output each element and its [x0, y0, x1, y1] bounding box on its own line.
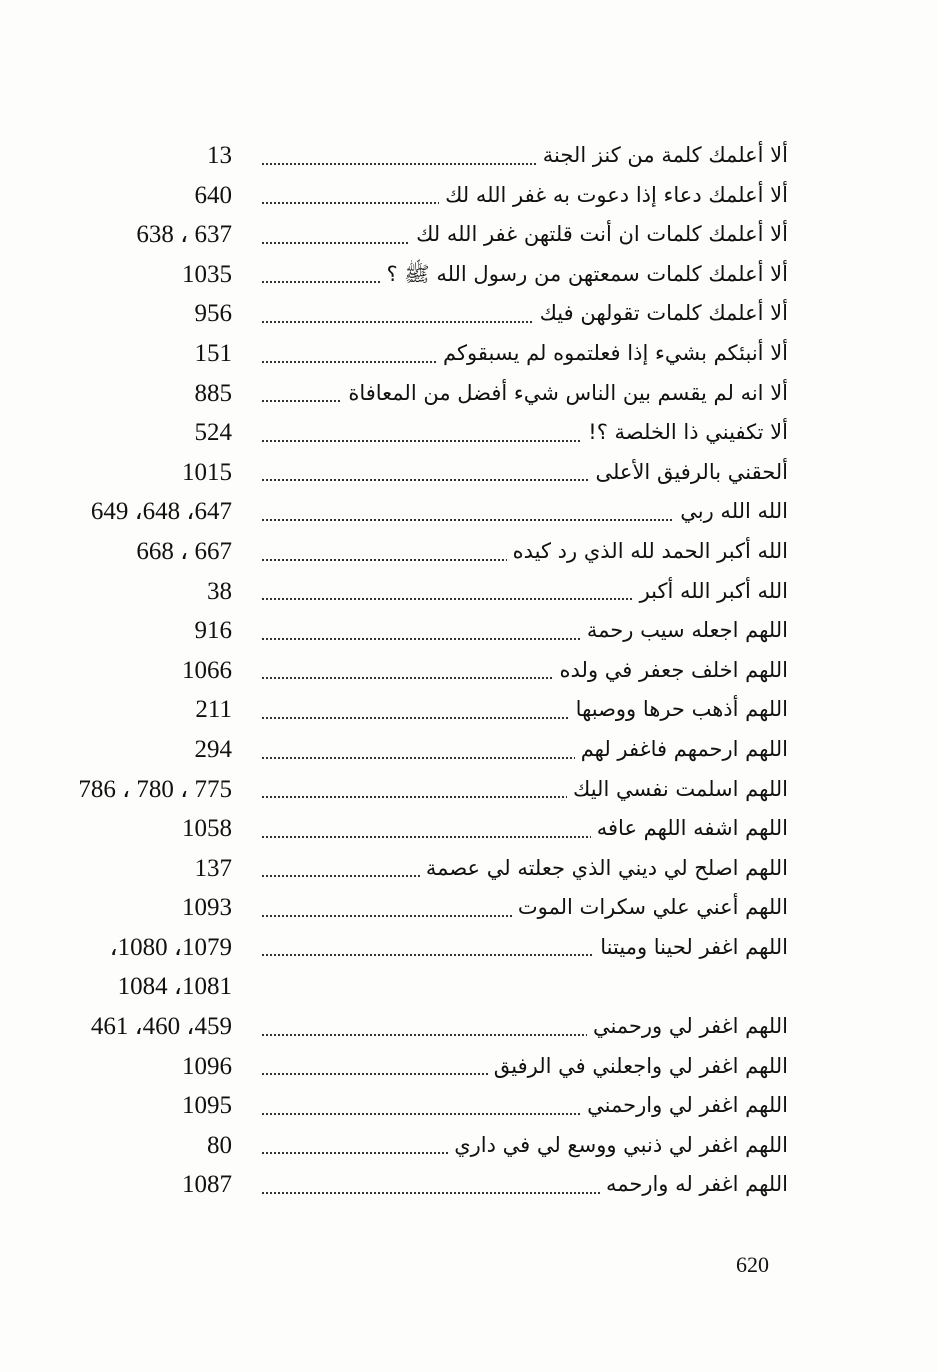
entry-page-numbers: 668 ، 667 — [136, 537, 232, 565]
index-entry — [0, 1126, 938, 1166]
index-entry — [0, 572, 938, 612]
entry-text: اللهم اغفر لي ورحمني — [587, 1014, 788, 1038]
entry-text: ألا أعلمك كلمات سمعتهن من رسول الله ﷺ ؟ — [380, 262, 788, 286]
entry-text: اللهم اغفر له وارحمه — [600, 1172, 788, 1196]
entry-text-line — [262, 770, 788, 810]
entry-text-line — [262, 334, 788, 374]
index-entry — [0, 136, 938, 176]
entry-text-line — [262, 136, 788, 176]
entry-text: اللهم ارحمهم فاغفر لهم — [575, 737, 788, 761]
index-entry — [0, 1165, 938, 1205]
entry-page-numbers: 638 ، 637 — [136, 221, 232, 249]
entry-text-line — [262, 690, 788, 730]
entry-page-numbers: 786 ، 780 ، 775 — [78, 775, 232, 803]
index-entry — [0, 453, 938, 493]
entry-text-line — [262, 374, 788, 414]
entry-page-numbers: 294 — [194, 735, 232, 763]
index-entry — [0, 1007, 938, 1047]
index-entries-list — [0, 136, 938, 1205]
index-entry — [0, 532, 938, 572]
entry-text-line — [262, 215, 788, 255]
index-entry — [0, 967, 938, 1007]
index-entry — [0, 849, 938, 889]
index-entry — [0, 176, 938, 216]
index-entry — [0, 888, 938, 928]
entry-text-line — [262, 413, 788, 453]
entry-text: ألا انه لم يقسم بين الناس شيء أفضل من المعافاة — [342, 381, 788, 405]
index-entry — [0, 690, 938, 730]
entry-page-numbers: 137 — [194, 854, 232, 882]
index-entry — [0, 294, 938, 334]
entry-page-numbers: 1095 — [182, 1092, 232, 1120]
entry-text-line — [262, 1126, 788, 1166]
entry-page-numbers: 524 — [194, 419, 232, 447]
entry-text: اللهم اغفر لي واجعلني في الرفيق — [488, 1054, 788, 1078]
entry-page-numbers: 1087 — [182, 1171, 232, 1199]
entry-text: ألا أنبئكم بشيء إذا فعلتموه لم يسبقوكم — [437, 341, 788, 365]
entry-page-numbers: 1096 — [182, 1052, 232, 1080]
entry-text-line — [262, 492, 788, 532]
entry-text: اللهم اغفر لي وارحمني — [581, 1093, 788, 1117]
entry-text-line — [262, 572, 788, 612]
entry-page-numbers: 649 ،648 ،647 — [90, 498, 232, 526]
entry-page-numbers: 1084 ،1081 — [117, 973, 232, 1001]
index-entry — [0, 492, 938, 532]
index-entry — [0, 413, 938, 453]
index-entry — [0, 928, 938, 968]
entry-page-numbers: ،1080 ،1079 — [109, 933, 232, 961]
entry-text-line — [262, 611, 788, 651]
entry-text: اللهم أعني علي سكرات الموت — [512, 895, 788, 919]
entry-text-line — [262, 1007, 788, 1047]
index-entry — [0, 1086, 938, 1126]
entry-text-line — [262, 1047, 788, 1087]
index-entry — [0, 1047, 938, 1087]
index-entry — [0, 334, 938, 374]
entry-text-line — [262, 294, 788, 334]
entry-text: اللهم اغفر لي ذنبي ووسع لي في داري — [448, 1133, 788, 1157]
entry-page-numbers: 38 — [207, 577, 232, 605]
entry-page-numbers: 1035 — [182, 260, 232, 288]
entry-text-line — [262, 849, 788, 889]
entry-text: اللهم اصلح لي ديني الذي جعلته لي عصمة — [420, 856, 788, 880]
entry-text: ألحقني بالرفيق الأعلى — [589, 460, 788, 484]
entry-page-numbers: 885 — [194, 379, 232, 407]
entry-page-numbers: 461 ،460 ،459 — [90, 1013, 232, 1041]
entry-text: اللهم أذهب حرها ووصبها — [570, 697, 788, 721]
index-entry — [0, 809, 938, 849]
index-entry — [0, 374, 938, 414]
index-entry — [0, 611, 938, 651]
page-number: 620 — [736, 1252, 769, 1277]
entry-page-numbers: 13 — [207, 142, 232, 169]
entry-text-line — [262, 888, 788, 928]
entry-page-numbers: 916 — [194, 617, 232, 645]
entry-text-line — [262, 1086, 788, 1126]
entry-text-line — [262, 928, 788, 968]
entry-text: اللهم اغفر لحينا وميتنا — [594, 935, 788, 959]
entry-text-line — [262, 176, 788, 216]
entry-text: الله الله ربي — [674, 499, 788, 523]
entry-text: اللهم اجعله سيب رحمة — [581, 618, 788, 642]
entry-page-numbers: 1015 — [182, 458, 232, 486]
entry-page-numbers: 151 — [194, 339, 232, 367]
entry-page-numbers: 956 — [194, 300, 232, 328]
index-entry — [0, 730, 938, 770]
entry-page-numbers: 80 — [207, 1131, 232, 1159]
entry-page-numbers: 211 — [195, 696, 232, 724]
entry-page-numbers: 640 — [194, 181, 232, 209]
entry-page-numbers: 1093 — [182, 894, 232, 922]
entry-text: اللهم اخلف جعفر في ولده — [554, 658, 788, 682]
entry-text-line — [262, 809, 788, 849]
entry-text: ألا أعلمك كلمة من كنز الجنة — [537, 143, 788, 167]
entry-text-line — [262, 255, 788, 295]
index-entry — [0, 770, 938, 810]
entry-text-line — [262, 453, 788, 493]
entry-text: ألا أعلمك كلمات ان أنت قلتهن غفر الله لك — [410, 222, 788, 246]
entry-text: اللهم اشفه اللهم عافه — [591, 816, 788, 840]
entry-page-numbers: 1066 — [182, 656, 232, 684]
index-entry — [0, 651, 938, 691]
entry-text-line — [262, 532, 788, 572]
entry-text: ألا تكفيني ذا الخلصة ؟! — [582, 420, 788, 444]
entry-text: ألا أعلمك دعاء إذا دعوت به غفر الله لك — [439, 183, 788, 207]
entry-text-line — [262, 730, 788, 770]
entry-text: اللهم اسلمت نفسي اليك — [567, 777, 788, 801]
entry-text: الله أكبر الله أكبر — [634, 579, 788, 603]
entry-text: ألا أعلمك كلمات تقولهن فيك — [534, 301, 788, 325]
index-entry — [0, 255, 938, 295]
entry-page-numbers: 1058 — [182, 815, 232, 843]
entry-text: الله أكبر الحمد لله الذي رد كيده — [507, 539, 788, 563]
index-entry — [0, 215, 938, 255]
entry-text-line — [262, 651, 788, 691]
entry-text-line — [262, 1165, 788, 1205]
